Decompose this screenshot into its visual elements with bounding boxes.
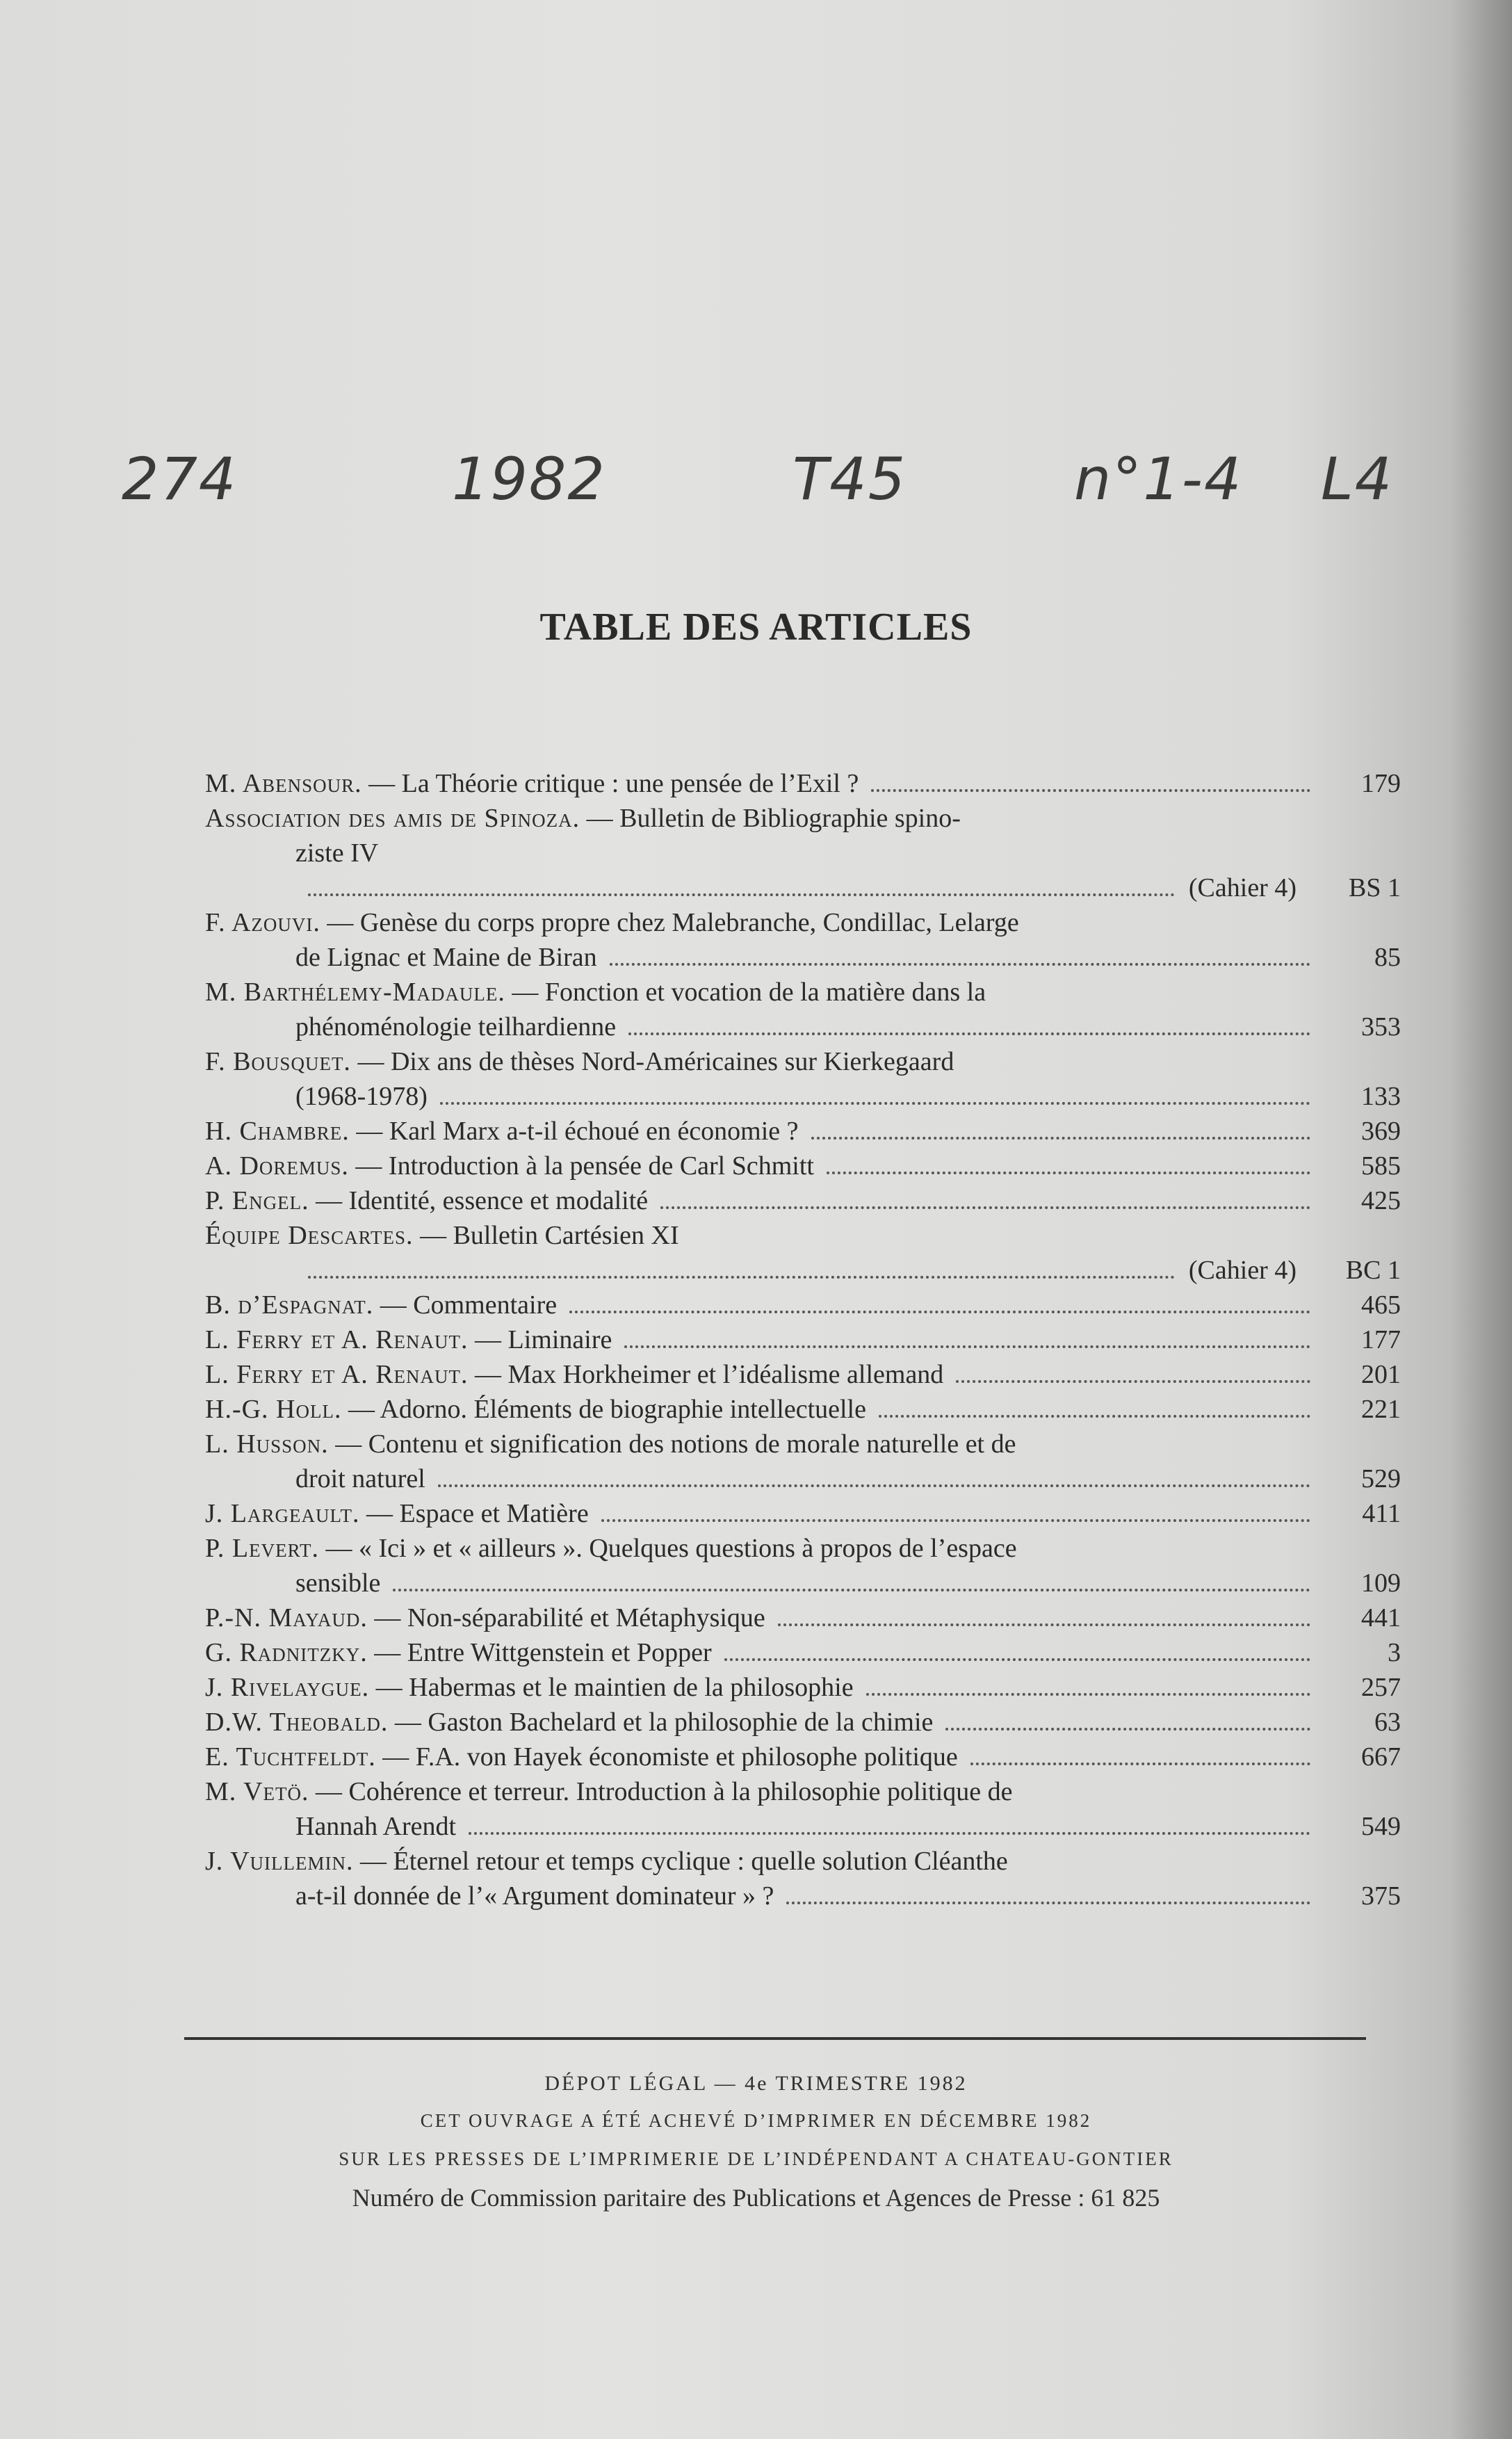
toc-entry-first-line bbox=[205, 801, 1401, 836]
entry-title-text: phénoménologie teilhardienne bbox=[295, 1012, 617, 1042]
entry-title-text: — Habermas et le maintien de la philosophie bbox=[375, 1673, 854, 1702]
entry-author: G. Radnitzky. bbox=[205, 1638, 368, 1667]
toc-entry-continuation-line bbox=[205, 870, 1401, 905]
toc-entry bbox=[205, 1774, 1401, 1844]
toc-entry-first-line bbox=[205, 905, 1401, 940]
entry-page-number: 353 bbox=[1361, 1012, 1401, 1042]
toc-entry-first-line bbox=[205, 1288, 1401, 1322]
entry-author: M. Vetö. bbox=[205, 1777, 309, 1806]
leader-dots bbox=[970, 1757, 1310, 1765]
entry-title-text: — Adorno. Éléments de biographie intellectuelle bbox=[348, 1395, 866, 1424]
toc-entry-continuation-line bbox=[205, 1879, 1401, 1913]
colophon-legal-deposit: DÉPOT LÉGAL — 4e TRIMESTRE 1982 bbox=[544, 2072, 968, 2095]
toc-entry bbox=[205, 1288, 1401, 1322]
entry-title-text: — Gaston Bachelard et la philosophie de la chimie bbox=[394, 1708, 934, 1737]
entry-author: F. Bousquet. bbox=[205, 1047, 351, 1076]
entry-title-text: — F.A. von Hayek économiste et philosophe politique bbox=[382, 1742, 958, 1772]
entry-page-number: 585 bbox=[1361, 1151, 1401, 1181]
entry-page-number: 85 bbox=[1374, 943, 1401, 972]
entry-title-text: — Éternel retour et temps cyclique : quelle solution Cléanthe bbox=[360, 1847, 1008, 1876]
toc-entry-first-line bbox=[205, 1183, 1401, 1218]
leader-dots bbox=[610, 957, 1310, 966]
entry-title-text: (1968-1978) bbox=[295, 1082, 428, 1111]
entry-page-number: 133 bbox=[1361, 1082, 1401, 1111]
entry-title-text: — Liminaire bbox=[475, 1325, 612, 1354]
entry-title-text: — Bulletin de Bibliographie spino- bbox=[586, 804, 961, 833]
entry-issue-note: (Cahier 4) bbox=[1188, 873, 1296, 902]
toc-entry-first-line bbox=[205, 1844, 1401, 1879]
toc-entry-first-line bbox=[205, 1774, 1401, 1809]
entry-title-text: — Bulletin Cartésien XI bbox=[420, 1221, 679, 1250]
leader-dots bbox=[569, 1305, 1310, 1313]
toc-entry bbox=[205, 1392, 1401, 1427]
toc-entry bbox=[205, 1357, 1401, 1392]
toc-entry-first-line bbox=[205, 1705, 1401, 1740]
entry-author: J. Largeault. bbox=[205, 1499, 360, 1528]
entry-title-text: — La Théorie critique : une pensée de l’Exil ? bbox=[368, 769, 859, 798]
entry-page-number: 441 bbox=[1361, 1603, 1401, 1632]
toc-entry-continuation-line bbox=[205, 1461, 1401, 1496]
toc-entry bbox=[205, 801, 1401, 905]
leader-dots bbox=[827, 1166, 1310, 1174]
entry-title-text: — « Ici » et « ailleurs ». Quelques questions à propos de l’espace bbox=[325, 1534, 1017, 1563]
entry-title-text: — Non-séparabilité et Métaphysique bbox=[374, 1603, 765, 1632]
handwritten-note-part: 1982 bbox=[452, 445, 606, 513]
entry-title-text: ziste IV bbox=[295, 838, 379, 868]
colophon-printer: SUR LES PRESSES DE L’IMPRIMERIE DE L’INDÉPENDANT A CHATEAU-GONTIER bbox=[339, 2148, 1173, 2169]
leader-dots bbox=[601, 1514, 1310, 1522]
entry-author: M. Barthélemy-Madaule. bbox=[205, 978, 505, 1007]
toc-entry bbox=[205, 1635, 1401, 1670]
toc-entry-continuation-line bbox=[205, 940, 1401, 975]
handwritten-note-part: 274 bbox=[122, 445, 238, 513]
toc-entry-first-line bbox=[205, 1496, 1401, 1531]
toc-entry bbox=[205, 1149, 1401, 1183]
leader-dots bbox=[811, 1131, 1310, 1140]
leader-dots bbox=[866, 1687, 1310, 1696]
entry-issue-note: (Cahier 4) bbox=[1188, 1256, 1296, 1285]
toc-entry bbox=[205, 1601, 1401, 1635]
handwritten-note-part: L4 bbox=[1321, 445, 1394, 513]
entry-author: H. Chambre. bbox=[205, 1117, 350, 1146]
entry-author: L. Ferry et A. Renaut. bbox=[205, 1360, 469, 1389]
entry-title-text: — Introduction à la pensée de Carl Schmitt bbox=[355, 1151, 814, 1181]
entry-page-number: 425 bbox=[1361, 1186, 1401, 1215]
handwritten-note-part: n°1-4 bbox=[1074, 445, 1243, 513]
toc-entry bbox=[205, 1427, 1401, 1496]
entry-author: P. Levert. bbox=[205, 1534, 319, 1563]
toc-entry-continuation-line bbox=[205, 1253, 1401, 1288]
leader-dots bbox=[786, 1896, 1310, 1904]
entry-page-number: 221 bbox=[1361, 1395, 1401, 1424]
entry-title-text: droit naturel bbox=[295, 1464, 425, 1493]
entry-author: P.-N. Mayaud. bbox=[205, 1603, 368, 1632]
leader-dots bbox=[945, 1722, 1310, 1731]
entry-title-text: — Espace et Matière bbox=[366, 1499, 589, 1528]
colophon-printing-date: CET OUVRAGE A ÉTÉ ACHEVÉ D’IMPRIMER EN DÉCEMBRE 1982 bbox=[420, 2110, 1092, 2131]
toc-entry-first-line bbox=[205, 1427, 1401, 1461]
toc-entry-first-line bbox=[205, 1044, 1401, 1079]
entry-title-text: — Commentaire bbox=[380, 1290, 558, 1320]
toc-entry bbox=[205, 1044, 1401, 1114]
toc-entry bbox=[205, 1183, 1401, 1218]
toc-entry-first-line bbox=[205, 975, 1401, 1010]
entry-page-number: 109 bbox=[1361, 1569, 1401, 1598]
entry-title-text: a-t-il donnée de l’« Argument dominateur » ? bbox=[295, 1881, 774, 1911]
entry-title-text: — Identité, essence et modalité bbox=[316, 1186, 649, 1215]
toc-entry-first-line bbox=[205, 766, 1401, 801]
toc-entry bbox=[205, 975, 1401, 1044]
toc-entry bbox=[205, 1844, 1401, 1913]
leader-dots bbox=[724, 1653, 1310, 1661]
toc-entry bbox=[205, 1705, 1401, 1740]
toc-entry bbox=[205, 766, 1401, 801]
entry-author: Association des amis de Spinoza. bbox=[205, 804, 580, 833]
entry-author: F. Azouvi. bbox=[205, 908, 320, 937]
entry-page-number: 465 bbox=[1361, 1290, 1401, 1320]
entry-author: Équipe Descartes. bbox=[205, 1221, 414, 1250]
leader-dots bbox=[624, 1340, 1310, 1348]
toc-entry bbox=[205, 905, 1401, 975]
entry-title-text: — Genèse du corps propre chez Malebranche, Condillac, Lelarge bbox=[327, 908, 1019, 937]
entry-page-number: 529 bbox=[1361, 1464, 1401, 1493]
leader-dots bbox=[956, 1375, 1310, 1383]
toc-entry-continuation-line bbox=[205, 1809, 1401, 1844]
toc-entry bbox=[205, 1322, 1401, 1357]
toc-entry-first-line bbox=[205, 1322, 1401, 1357]
entry-page-number: 411 bbox=[1362, 1499, 1401, 1528]
entry-page-number: 369 bbox=[1361, 1117, 1401, 1146]
entry-author: E. Tuchtfeldt. bbox=[205, 1742, 376, 1772]
toc-entry bbox=[205, 1531, 1401, 1601]
entry-author: M. Abensour. bbox=[205, 769, 362, 798]
toc-entry bbox=[205, 1740, 1401, 1774]
toc-entry-first-line bbox=[205, 1114, 1401, 1149]
leader-dots bbox=[879, 1409, 1310, 1418]
toc-entry bbox=[205, 1670, 1401, 1705]
entry-page-number: 667 bbox=[1361, 1742, 1401, 1772]
leader-dots bbox=[778, 1618, 1310, 1626]
entry-author: A. Doremus. bbox=[205, 1151, 349, 1181]
toc-entry bbox=[205, 1496, 1401, 1531]
toc-entry bbox=[205, 1218, 1401, 1288]
entry-author: J. Vuillemin. bbox=[205, 1847, 354, 1876]
entry-page-number: 257 bbox=[1361, 1673, 1401, 1702]
entry-page-number: BC 1 bbox=[1345, 1256, 1401, 1285]
entry-title-text: Hannah Arendt bbox=[295, 1812, 457, 1841]
leader-dots bbox=[469, 1826, 1310, 1835]
toc-entry-continuation-line bbox=[205, 1079, 1401, 1114]
leader-dots bbox=[308, 1270, 1175, 1279]
toc-entry-first-line bbox=[205, 1357, 1401, 1392]
toc-entry-first-line bbox=[205, 1392, 1401, 1427]
toc-entry-first-line bbox=[205, 1218, 1401, 1253]
entry-author: L. Husson. bbox=[205, 1429, 329, 1459]
toc-entry-first-line bbox=[205, 1601, 1401, 1635]
entry-author: J. Rivelaygue. bbox=[205, 1673, 370, 1702]
leader-dots bbox=[660, 1201, 1310, 1209]
divider-rule bbox=[184, 2037, 1366, 2040]
entry-page-number: 375 bbox=[1361, 1881, 1401, 1911]
leader-dots bbox=[628, 1027, 1310, 1035]
entry-page-number: 201 bbox=[1361, 1360, 1401, 1389]
entry-title-text: sensible bbox=[295, 1569, 381, 1598]
toc-entry-first-line bbox=[205, 1740, 1401, 1774]
entry-title-text: — Entre Wittgenstein et Popper bbox=[374, 1638, 712, 1667]
leader-dots bbox=[393, 1583, 1310, 1591]
toc-entry-first-line bbox=[205, 1635, 1401, 1670]
entry-title-text: — Karl Marx a-t-il échoué en économie ? bbox=[356, 1117, 799, 1146]
entry-author: H.-G. Holl. bbox=[205, 1395, 342, 1424]
leader-dots bbox=[440, 1096, 1310, 1105]
entry-author: P. Engel. bbox=[205, 1186, 309, 1215]
entry-page-number: 177 bbox=[1361, 1325, 1401, 1354]
entry-title-text: — Max Horkheimer et l’idéalisme allemand bbox=[475, 1360, 944, 1389]
toc-entry-first-line bbox=[205, 1670, 1401, 1705]
toc-entry-continuation-line bbox=[205, 1010, 1401, 1044]
entry-title-text: — Contenu et signification des notions de morale naturelle et de bbox=[335, 1429, 1016, 1459]
entry-page-number: 3 bbox=[1388, 1638, 1401, 1667]
entry-title-text: — Dix ans de thèses Nord-Américaines sur Kierkegaard bbox=[357, 1047, 954, 1076]
toc-entry-continuation-line bbox=[205, 836, 1401, 870]
entry-author: D.W. Theobald. bbox=[205, 1708, 389, 1737]
table-of-articles bbox=[205, 766, 1401, 1913]
entry-title-text: de Lignac et Maine de Biran bbox=[295, 943, 597, 972]
entry-author: B. d’Espagnat. bbox=[205, 1290, 374, 1320]
entry-author: L. Ferry et A. Renaut. bbox=[205, 1325, 469, 1354]
leader-dots bbox=[871, 784, 1310, 792]
colophon-commission-number: Numéro de Commission paritaire des Publications et Agences de Presse : 61 825 bbox=[352, 2184, 1160, 2212]
leader-dots bbox=[438, 1479, 1310, 1487]
entry-page-number: 179 bbox=[1361, 769, 1401, 798]
handwritten-note-part: T45 bbox=[792, 445, 907, 513]
leader-dots bbox=[308, 888, 1175, 896]
entry-title-text: — Fonction et vocation de la matière dans la bbox=[512, 978, 986, 1007]
toc-entry-continuation-line bbox=[205, 1566, 1401, 1601]
entry-page-number: BS 1 bbox=[1349, 873, 1401, 902]
entry-title-text: — Cohérence et terreur. Introduction à la philosophie politique de bbox=[316, 1777, 1013, 1806]
entry-page-number: 549 bbox=[1361, 1812, 1401, 1841]
toc-entry bbox=[205, 1114, 1401, 1149]
toc-entry-first-line bbox=[205, 1149, 1401, 1183]
toc-entry-first-line bbox=[205, 1531, 1401, 1566]
page-title: TABLE DES ARTICLES bbox=[539, 606, 973, 649]
entry-page-number: 63 bbox=[1374, 1708, 1401, 1737]
